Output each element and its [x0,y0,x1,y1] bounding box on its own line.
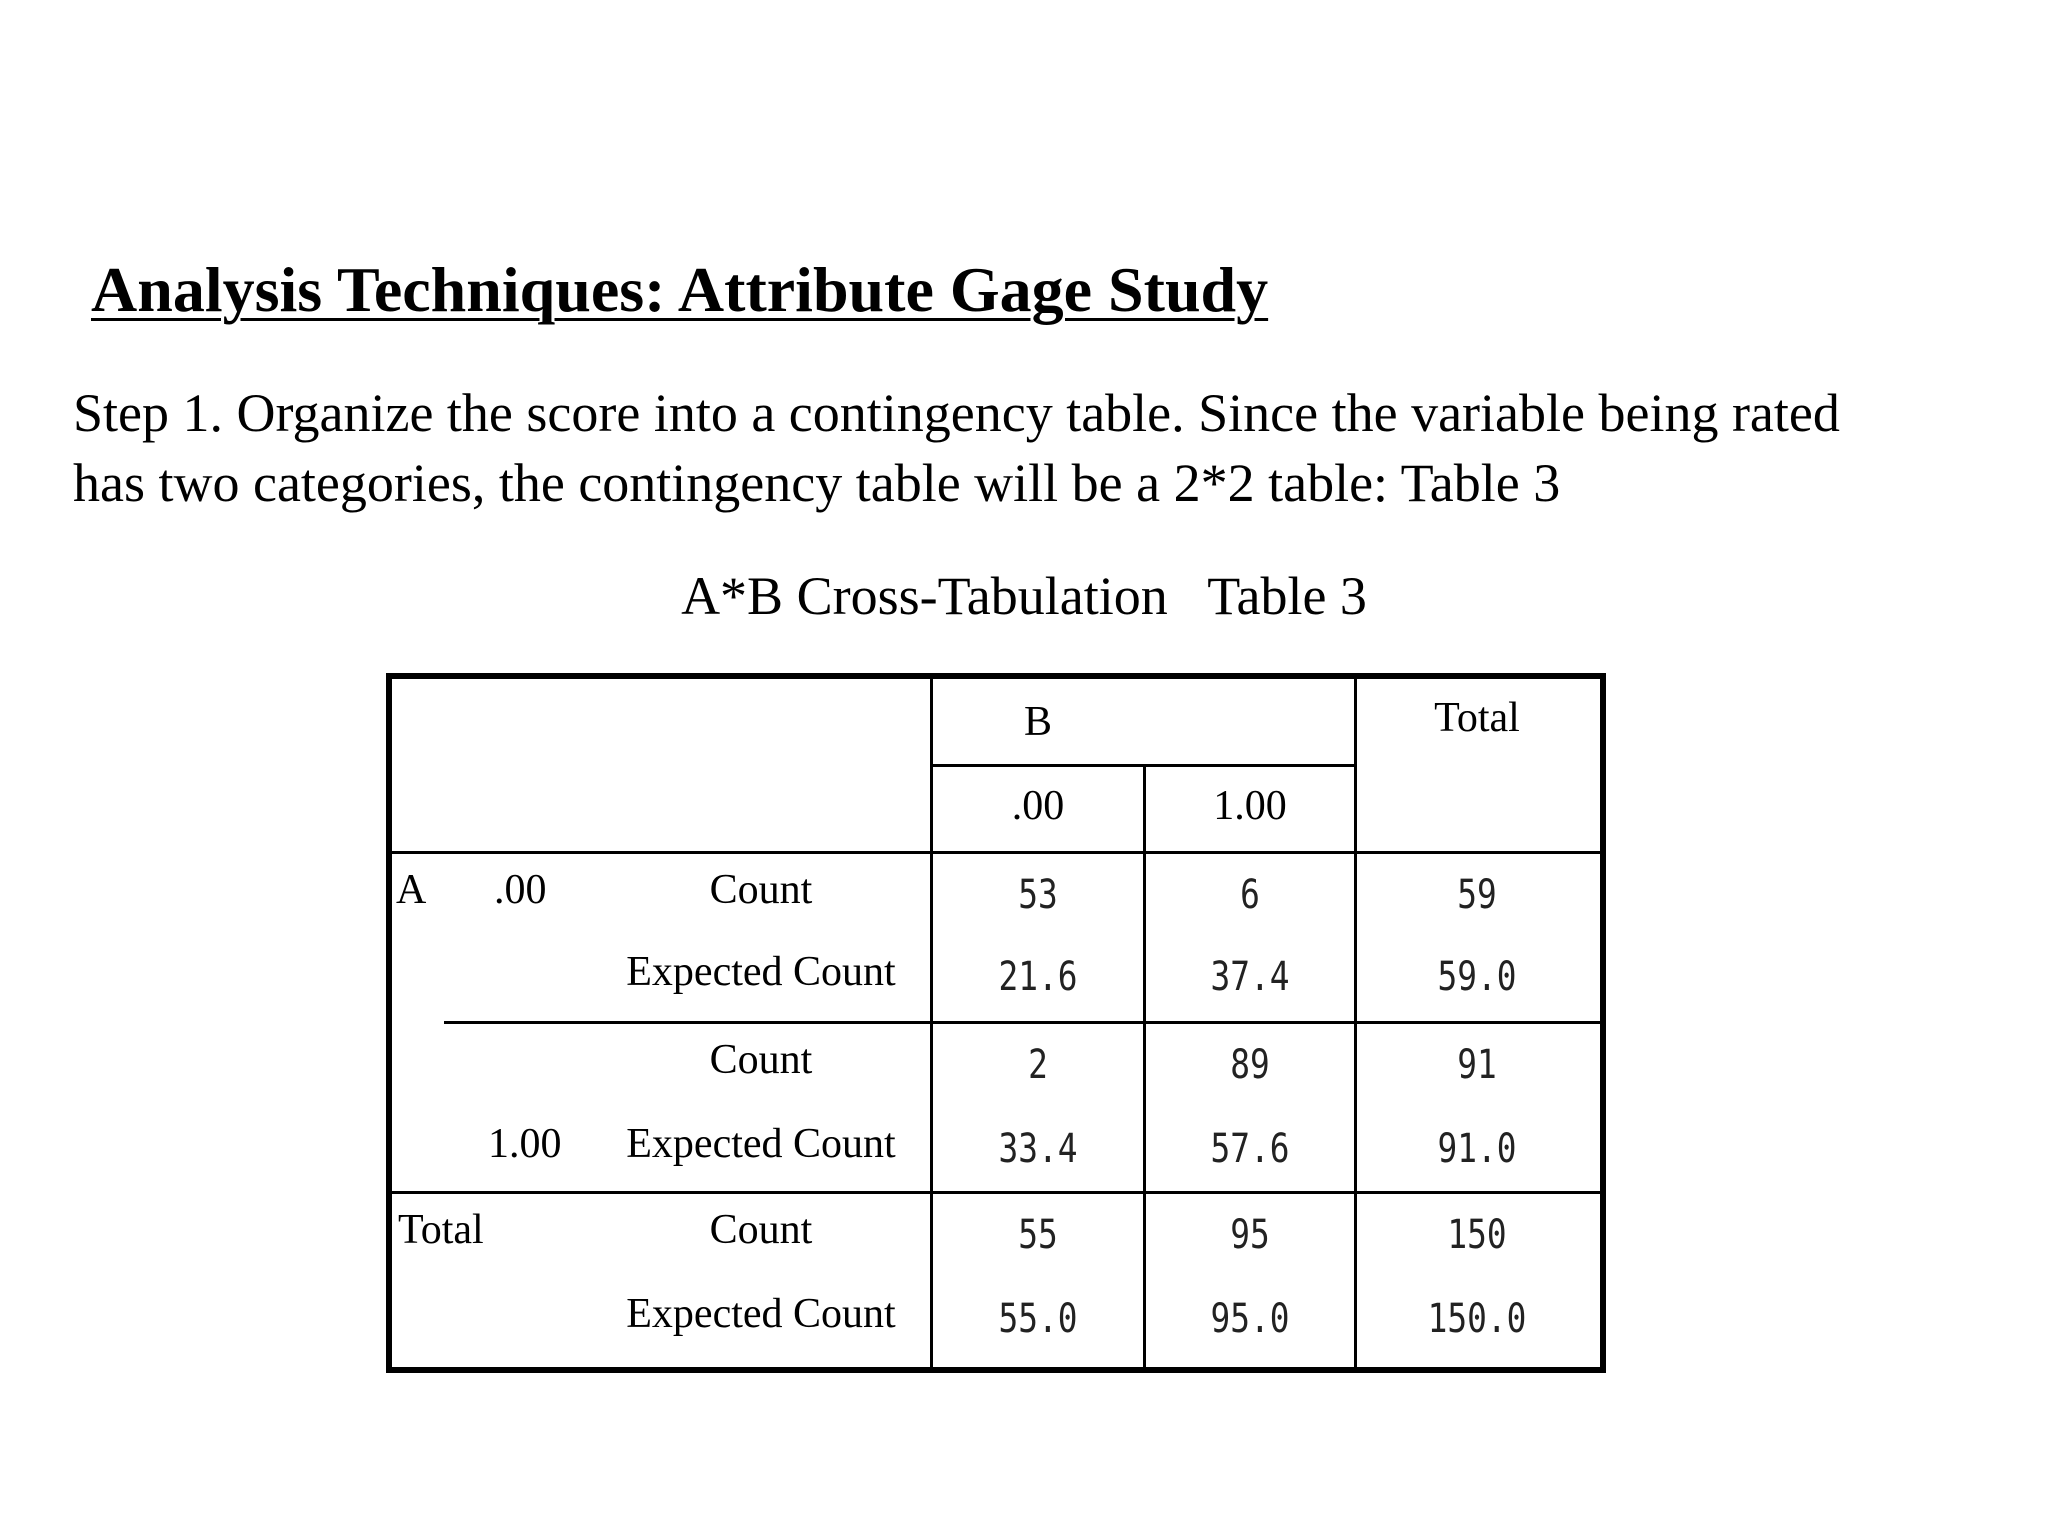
cell-a00-b100-expected: 37.4 [1210,954,1290,1000]
total-column-header: Total [1434,695,1520,741]
row-label-00: .00 [494,867,547,913]
col-header-00: .00 [1011,783,1065,829]
cell-a100-b00-count: 2 [1028,1042,1048,1088]
col-header-100: 1.00 [1213,783,1287,829]
stat-label-expected: Expected Count [626,1291,896,1337]
cross-tabulation-table [386,673,1606,1373]
grid-line [444,1021,1600,1024]
grid-line [1143,765,1146,1367]
stat-label-count: Count [709,1037,813,1083]
cell-a100-total-count: 91 [1457,1042,1497,1088]
stat-label-expected: Expected Count [626,949,896,995]
cell-total-total-count: 150 [1447,1212,1507,1258]
row-label-100: 1.00 [488,1121,562,1167]
body-line-1: Step 1. Organize the score into a contingency table. Since the variable being rated [73,383,1840,443]
cell-total-total-expected: 150.0 [1427,1296,1527,1342]
row-var-label-a: A [396,867,427,913]
slide-title: Analysis Techniques: Attribute Gage Study [91,254,1269,325]
stat-label-count: Count [709,867,813,913]
cell-a100-b100-expected: 57.6 [1210,1126,1290,1172]
col-group-label-b: B [1023,699,1052,745]
cell-total-b00-expected: 55.0 [998,1296,1078,1342]
cell-a00-b00-count: 53 [1018,872,1058,918]
cell-a00-b00-expected: 21.6 [998,954,1078,1000]
body-paragraph [73,378,2013,518]
row-label-total: Total [398,1207,484,1253]
stat-label-count: Count [709,1207,813,1253]
stat-label-expected: Expected Count [626,1121,896,1167]
cell-a00-b100-count: 6 [1240,872,1260,918]
cell-a00-total-count: 59 [1457,872,1497,918]
grid-line [930,764,1357,767]
cell-a100-total-expected: 91.0 [1437,1126,1517,1172]
table-caption: A*B Cross-Tabulation Table 3 [681,566,1367,626]
body-line-2: has two categories, the contingency table will be a 2*2 table: Table 3 [73,453,1561,513]
cell-a100-b00-expected: 33.4 [998,1126,1078,1172]
grid-line [392,1191,1600,1194]
cell-a00-total-expected: 59.0 [1437,954,1517,1000]
cell-total-b100-count: 95 [1230,1212,1270,1258]
cell-total-b00-count: 55 [1018,1212,1058,1258]
cell-total-b100-expected: 95.0 [1210,1296,1290,1342]
cell-a100-b100-count: 89 [1230,1042,1270,1088]
grid-line [392,851,1600,854]
